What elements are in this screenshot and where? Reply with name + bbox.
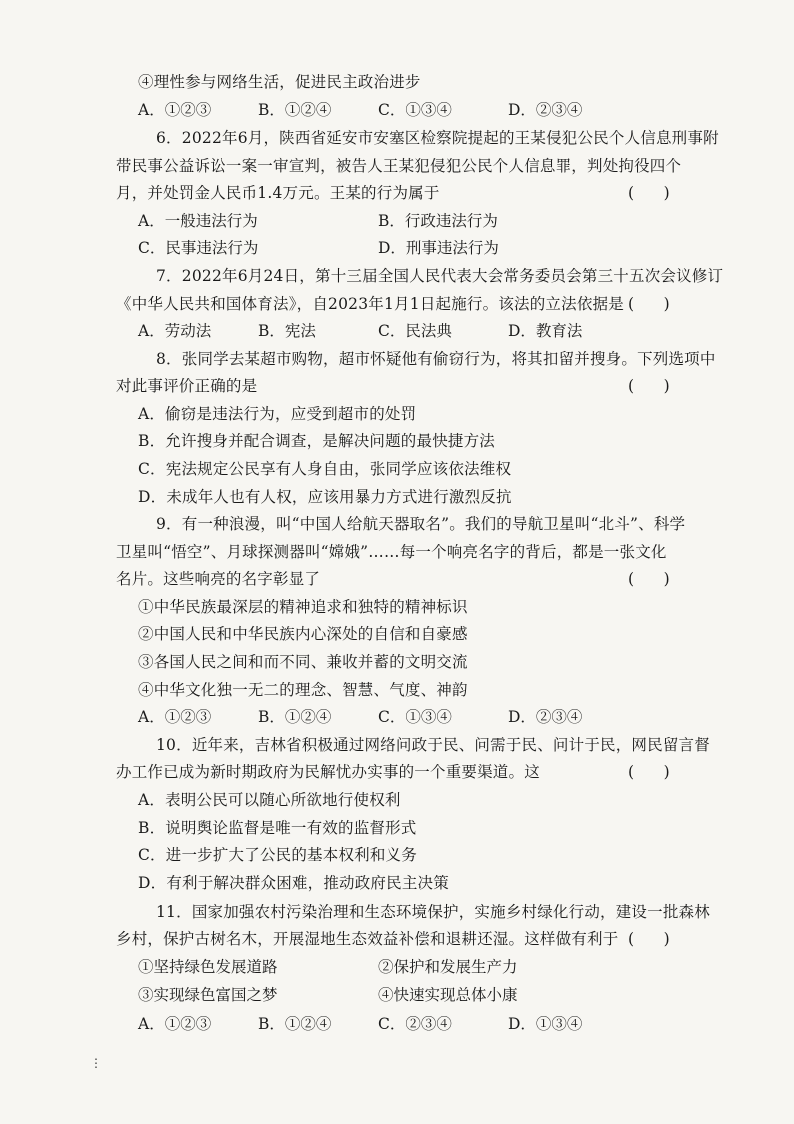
q6-stem-line-2: 带民事公益诉讼一案一审宣判，被告人王某犯侵犯公民个人信息罪，判处拘役四个 [116,157,682,175]
margin-dots: ⋮ [90,1056,102,1070]
q9-item-1: ①中华民族最深层的精神追求和独特的精神标识 [138,598,468,616]
q9-item-3: ③各国人民之间和而不同、兼收并蓄的文明交流 [138,653,468,671]
q6-option-a: A．一般违法行为 [138,212,258,230]
q8-stem-line-1: 8．张同学去某超市购物，超市怀疑他有偷窃行为，将其扣留并搜身。下列选项中 [156,350,716,368]
q10-option-d: D．有利于解决群众困难，推动政府民主决策 [138,874,449,892]
q5-option-a: A．①②③ [138,101,212,119]
q9-option-d: D．②③④ [508,708,583,726]
q5-item-4: ④理性参与网络生活，促进民主政治进步 [138,73,421,91]
q6-stem-line-3: 月，并处罚金人民币1.4万元。王某的行为属于 [116,184,440,202]
q8-option-b: B．允许搜身并配合调查，是解决问题的最快捷方法 [138,432,495,450]
q9-stem-line-3: 名片。这些响亮的名字彰显了 [116,570,321,588]
q9-stem-line-2: 卫星叫“悟空”、月球探测器叫“嫦娥”……每一个响亮名字的背后，都是一张文化 [116,543,667,561]
q5-option-c: C．①③④ [378,101,452,119]
q10-stem-line-1: 10．近年来，吉林省积极通过网络问政于民、问需于民、问计于民，网民留言督 [156,736,710,754]
q9-stem-line-1: 9．有一种浪漫，叫“中国人给航天器取名”。我们的导航卫星叫“北斗”、科学 [156,515,686,533]
q6-answer-blank: ( ) [628,184,670,202]
q10-stem-line-2: 办工作已成为新时期政府为民解忧办实事的一个重要渠道。这 [116,763,540,781]
q8-option-c: C．宪法规定公民享有人身自由，张同学应该依法维权 [138,460,512,478]
q6-option-c: C．民事违法行为 [138,239,259,257]
q5-option-d: D．②③④ [508,101,583,119]
q11-item-3: ③实现绿色富国之梦 [138,986,278,1004]
q7-stem-line-1: 7．2022年6月24日，第十三届全国人民代表大会常务委员会第三十五次会议修订 [156,267,724,285]
q11-stem-line-2: 乡村，保护古树名木，开展湿地生态效益补偿和退耕还湿。这样做有利于 [116,930,619,948]
q11-item-4: ④快速实现总体小康 [378,986,518,1004]
q8-option-d: D．未成年人也有人权，应该用暴力方式进行激烈反抗 [138,488,512,506]
q6-option-b: B．行政违法行为 [378,212,498,230]
q9-item-2: ②中国人民和中华民族内心深处的自信和自豪感 [138,625,468,643]
q11-option-b: B．①②④ [258,1015,332,1033]
q7-stem-line-2: 《中华人民共和国体育法》，自2023年1月1日起施行。该法的立法依据是 [116,295,624,313]
q11-item-2: ②保护和发展生产力 [378,958,518,976]
q6-option-d: D．刑事违法行为 [378,239,499,257]
q10-option-c: C．进一步扩大了公民的基本权利和义务 [138,846,417,864]
q9-option-a: A．①②③ [138,708,212,726]
q10-option-b: B．说明舆论监督是唯一有效的监督形式 [138,819,417,837]
q8-option-a: A．偷窃是违法行为，应受到超市的处罚 [138,405,417,423]
q11-item-1: ①坚持绿色发展道路 [138,958,278,976]
q11-stem-line-1: 11．国家加强农村污染治理和生态环境保护，实施乡村绿化行动，建设一批森林 [156,903,710,921]
q7-option-a: A．劳动法 [138,322,212,340]
q7-option-c: C．民法典 [378,322,452,340]
q8-stem-line-2: 对此事评价正确的是 [116,377,258,395]
q9-option-b: B．①②④ [258,708,332,726]
q7-answer-blank: ( ) [628,295,670,313]
q9-item-4: ④中华文化独一无二的理念、智慧、气度、神韵 [138,681,468,699]
q11-option-a: A．①②③ [138,1015,212,1033]
q7-option-b: B．宪法 [258,322,316,340]
q8-answer-blank: ( ) [628,377,670,395]
q9-option-c: C．①③④ [378,708,452,726]
q11-answer-blank: ( ) [628,930,670,948]
q6-stem-line-1: 6．2022年6月，陕西省延安市安塞区检察院提起的王某侵犯公民个人信息刑事附 [156,129,719,147]
q5-option-b: B．①②④ [258,101,332,119]
q11-option-d: D．①③④ [508,1015,583,1033]
q9-answer-blank: ( ) [628,570,670,588]
q7-option-d: D．教育法 [508,322,583,340]
q10-answer-blank: ( ) [628,763,670,781]
q11-option-c: C．②③④ [378,1015,452,1033]
q10-option-a: A．表明公民可以随心所欲地行使权利 [138,791,401,809]
